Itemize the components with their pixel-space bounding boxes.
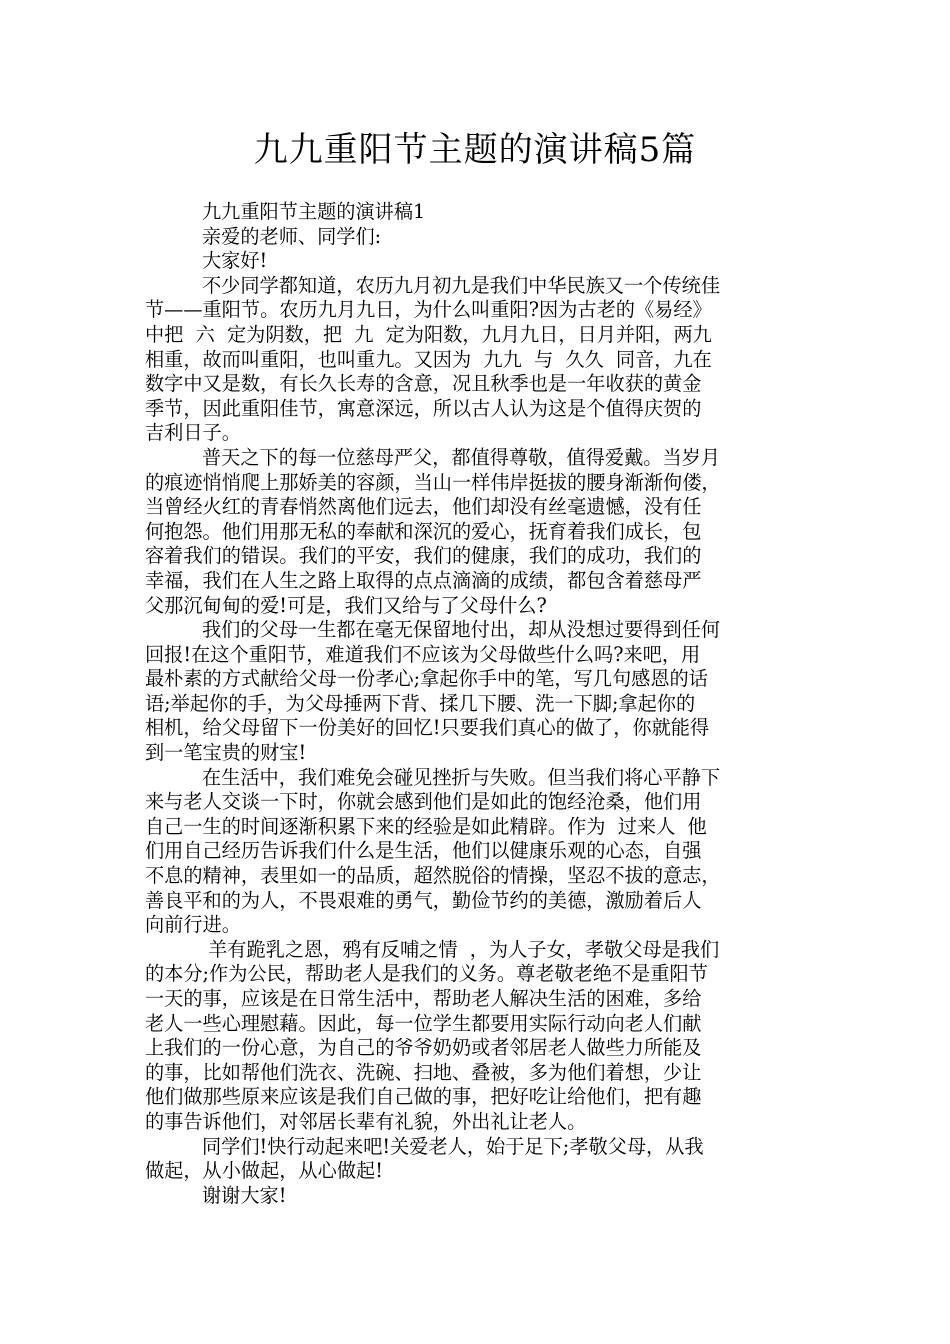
text-line: 相机，给父母留下一份美好的回忆!只要我们真心的做了，你就能得	[145, 716, 710, 740]
text-line: 数字中又是数，有长久长寿的含意，况且秋季也是一年收获的黄金	[145, 372, 702, 396]
text-line: 吉利日子。	[145, 421, 241, 445]
text-line: 做起，从小做起，从心做起!	[145, 1159, 383, 1183]
text-line: 大家好!	[202, 249, 268, 273]
text-line: 何抱怨。他们用那无私的奉献和深沉的爱心，抚育着我们成长，包	[145, 519, 702, 543]
text-line: 语;举起你的手，为父母捶两下背、揉几下腰、洗一下脚;拿起你的	[145, 691, 696, 715]
text-line: 谢谢大家!	[202, 1183, 287, 1207]
document-title: 九九重阳节主题的演讲稿5篇	[253, 130, 697, 170]
text-line: 回报!在这个重阳节，难道我们不应该为父母做些什么吗?来吧，用	[145, 642, 701, 666]
text-line: 善良平和的为人，不畏艰难的勇气，勤俭节约的美德，激励着后人	[145, 888, 702, 912]
document-body	[145, 200, 825, 1208]
text-line: 自己一生的时间逐渐积累下来的经验是如此精辟。作为 过来人 他	[145, 814, 707, 838]
text-line: 容着我们的错误。我们的平安，我们的健康，我们的成功，我们的	[145, 544, 702, 568]
text-line: 普天之下的每一位慈母严父，都值得尊敬，值得爱戴。当岁月	[202, 445, 721, 469]
text-line: 节——重阳节。农历九月九日，为什么叫重阳?因为古老的《易经》	[145, 298, 712, 322]
text-line: 到一笔宝贵的财宝!	[145, 741, 307, 765]
text-line: 来与老人交谈一下时，你就会感到他们是如此的饱经沧桑，他们用	[145, 790, 702, 814]
text-line: 的痕迹悄悄爬上那娇美的容颜，当山一样伟岸挺拔的腰身渐渐佝偻，	[145, 470, 721, 494]
text-line: 中把 六 定为阴数，把 九 定为阳数，九月九日，日月并阳，两九	[145, 322, 712, 346]
text-line: 相重，故而叫重阳，也叫重九。又因为 九九 与 久久 同音，九在	[145, 347, 712, 371]
text-line: 他们做那些原来应该是我们自己做的事，把好吃让给他们，把有趣	[145, 1085, 702, 1109]
text-line: 亲爱的老师、同学们:	[202, 224, 382, 248]
text-line: 的本分;作为公民，帮助老人是我们的义务。尊老敬老绝不是重阳节	[145, 962, 708, 986]
text-line: 季节，因此重阳佳节，寓意深远，所以古人认为这是个值得庆贺的	[145, 396, 702, 420]
text-line: 九九重阳节主题的演讲稿1	[202, 200, 426, 223]
text-line: 的事，比如帮他们洗衣、洗碗、扫地、叠被，多为他们着想，少让	[145, 1060, 702, 1084]
text-line: 的事告诉他们，对邻居长辈有礼貌，外出礼让老人。	[145, 1109, 587, 1133]
text-line: 我们的父母一生都在毫无保留地付出，却从没想过要得到任何	[202, 618, 721, 642]
text-line: 同学们!快行动起来吧!关爱老人，始于足下;孝敬父母，从我	[202, 1134, 704, 1158]
text-line: 父那沉甸甸的爱!可是，我们又给与了父母什么?	[145, 593, 547, 617]
text-line: 幸福，我们在人生之路上取得的点点滴滴的成绩，都包含着慈母严	[145, 568, 702, 592]
text-line: 老人一些心理慰藉。因此，每一位学生都要用实际行动向老人们献	[145, 1011, 702, 1035]
text-line: 最朴素的方式献给父母一份孝心;拿起你手中的笔，写几句感恩的话	[145, 667, 708, 691]
text-line: 羊有跪乳之恩，鸦有反哺之情 ，为人子女，孝敬父母是我们	[202, 937, 720, 961]
text-line: 一天的事，应该是在日常生活中，帮助老人解决生活的困难，多给	[145, 987, 702, 1010]
text-line: 当曾经火红的青春悄然离他们远去，他们却没有丝毫遗憾，没有任	[145, 495, 702, 519]
text-line: 不息的精神，表里如一的品质，超然脱俗的情操，坚忍不拔的意志，	[145, 864, 721, 888]
text-line: 上我们的一份心意，为自己的爷爷奶奶或者邻居老人做些力所能及	[145, 1036, 702, 1060]
text-line: 不少同学都知道，农历九月初九是我们中华民族又一个传统佳	[202, 273, 721, 297]
text-line: 在生活中，我们难免会碰见挫折与失败。但当我们将心平静下	[202, 765, 721, 789]
text-line: 向前行进。	[145, 913, 241, 937]
text-line: 们用自己经历告诉我们什么是生活，他们以健康乐观的心态，自强	[145, 839, 702, 863]
